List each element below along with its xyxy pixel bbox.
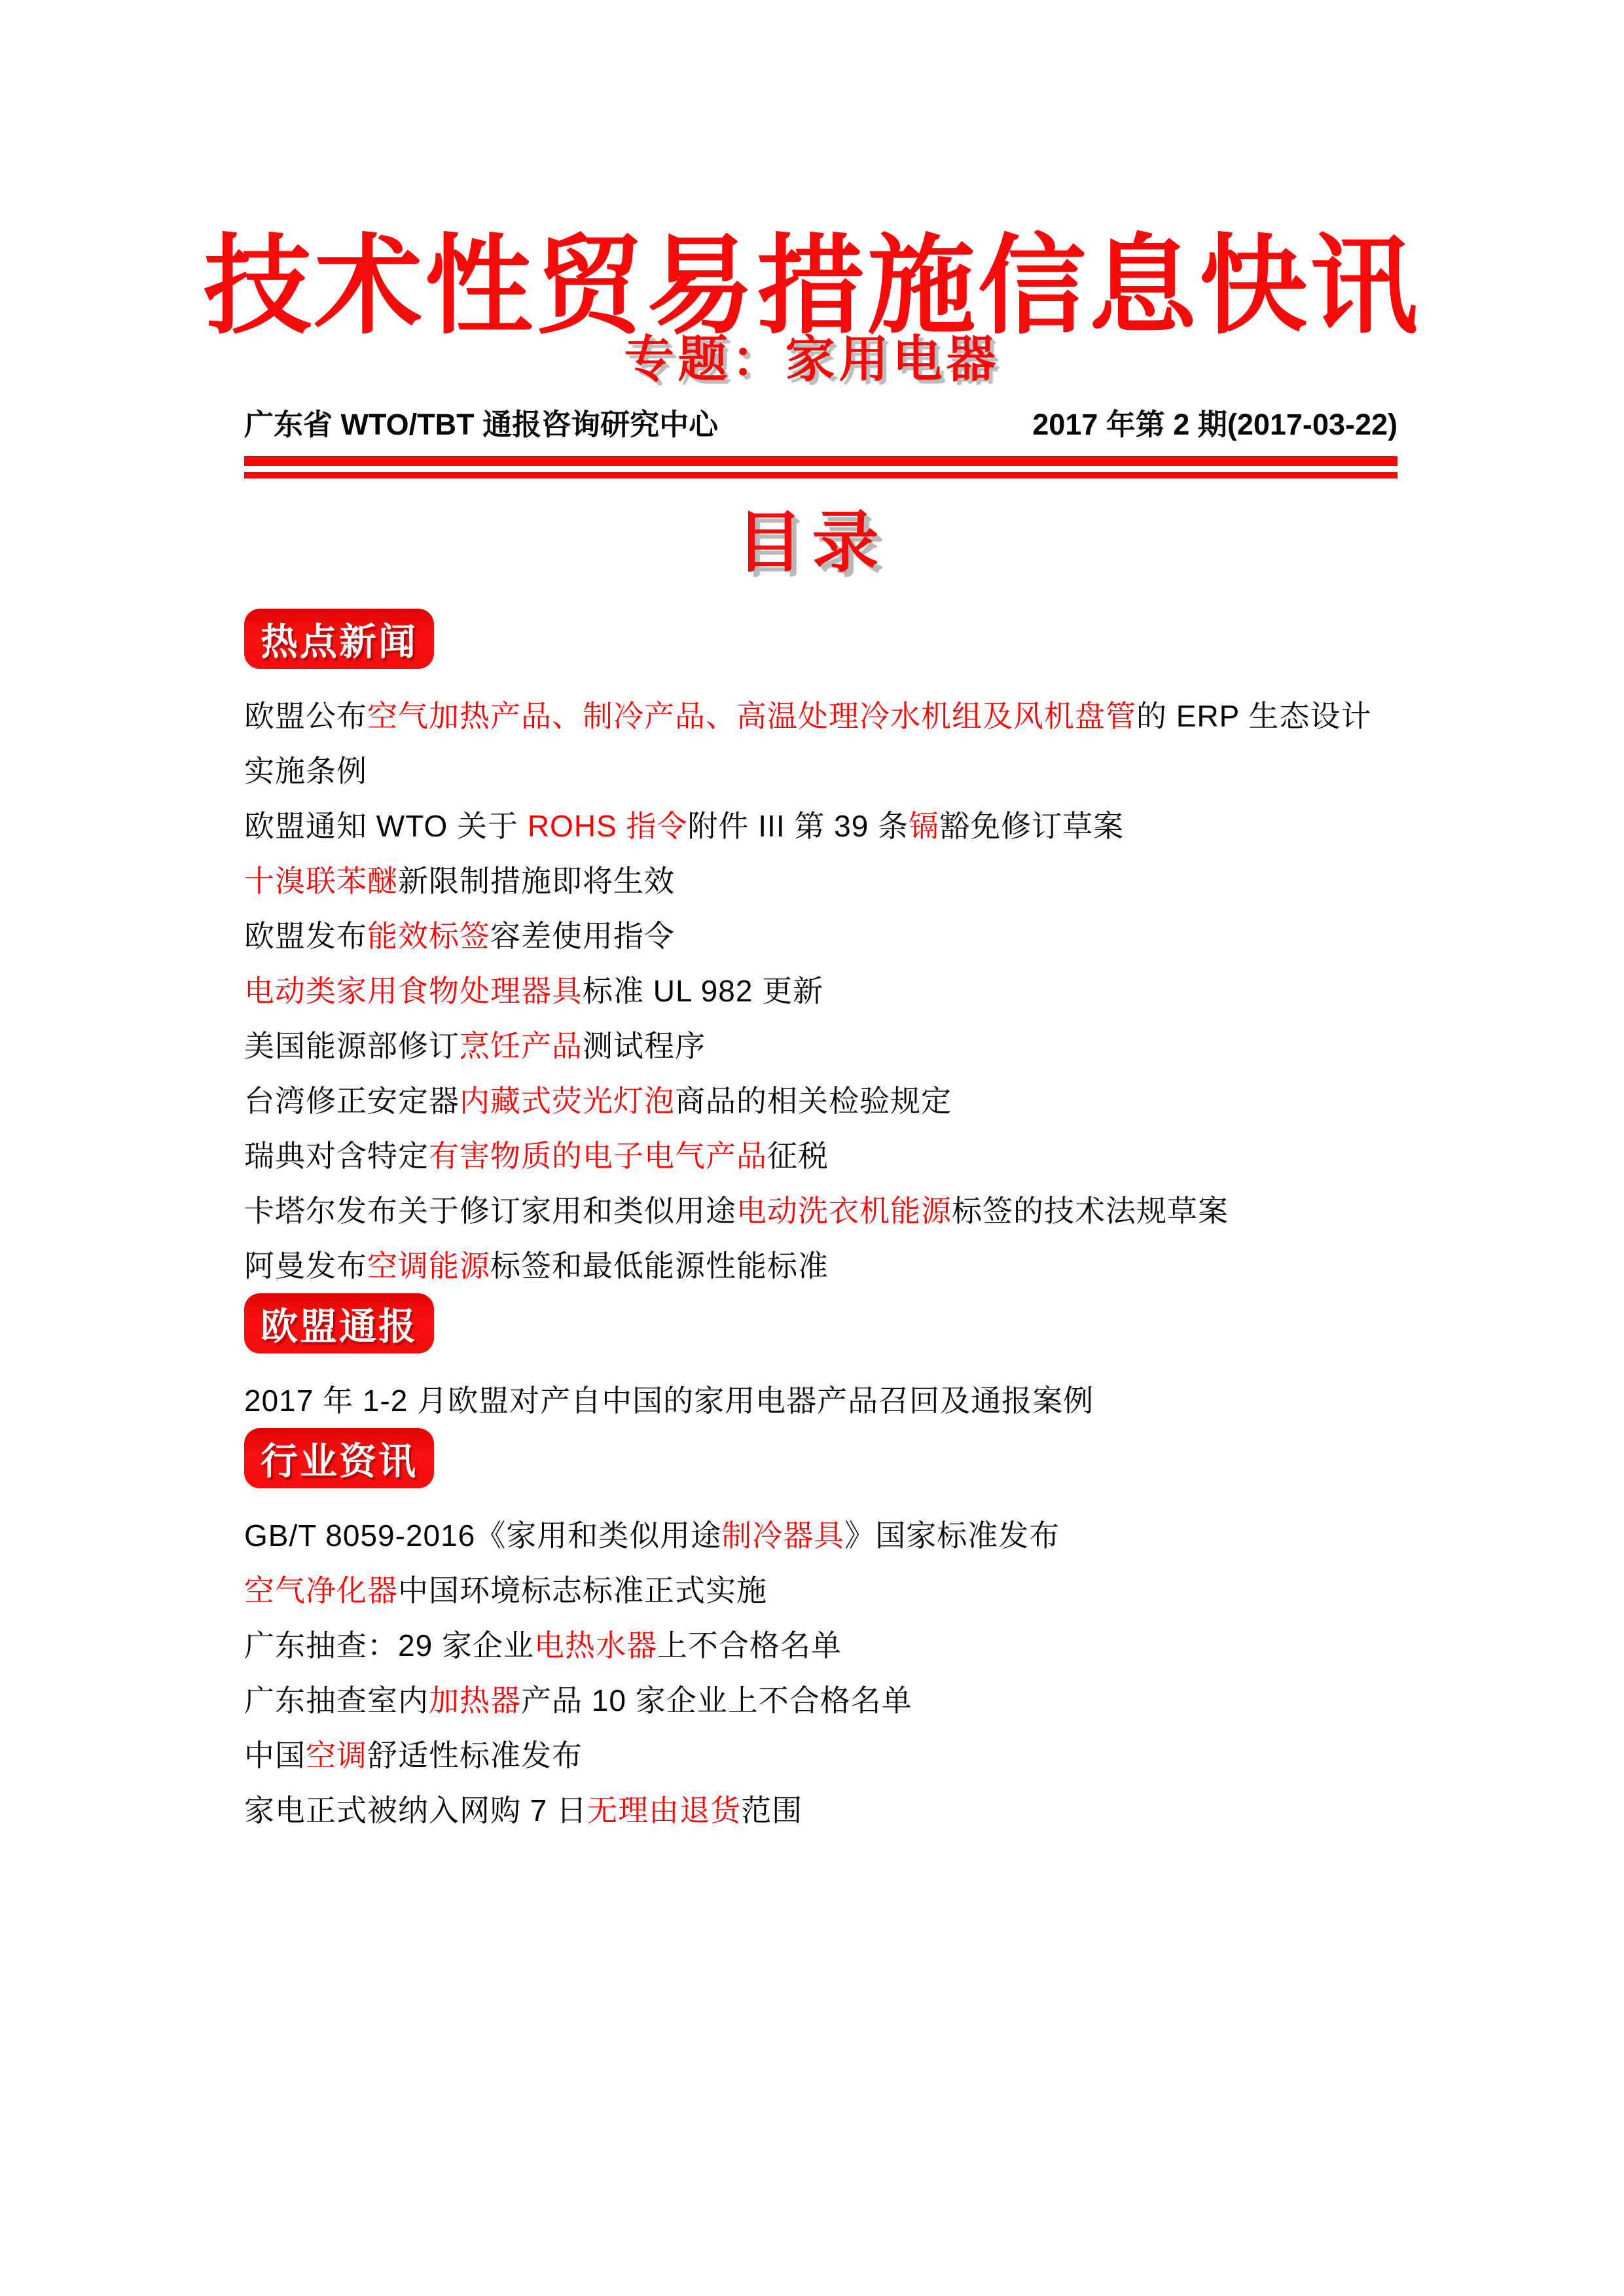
toc-item-segment: 阿曼发布: [244, 1249, 367, 1283]
toc-item-segment: 卡塔尔发布关于修订家用和类似用途: [244, 1194, 736, 1228]
toc-item-segment: 美国能源部修订: [244, 1029, 460, 1063]
divider-rule-thick: [244, 456, 1398, 466]
toc-sections: [244, 609, 1377, 1838]
toc-item-segment: 标签的技术法规草案: [952, 1194, 1229, 1228]
toc-item-segment: 标准 UL 982 更新: [583, 974, 824, 1008]
toc-item: [244, 1238, 1377, 1293]
masthead-row: [244, 401, 1398, 443]
toc-item-segment: 有害物质的电子电气产品: [429, 1139, 767, 1173]
toc-item-segment: 的 ERP 生态设计实施条例: [244, 699, 1372, 788]
toc-item-segment: 范围: [741, 1793, 803, 1827]
toc-item-segment: GB/T 8059-2016《家用和类似用途: [244, 1518, 722, 1552]
toc-item-segment: 广东抽查室内: [244, 1683, 429, 1717]
toc-item-segment: 征税: [767, 1139, 829, 1173]
toc-item-segment: 广东抽查：29 家企业: [244, 1628, 534, 1662]
toc-item-segment: 制冷器具: [721, 1518, 845, 1552]
toc-item: [244, 1018, 1377, 1073]
toc-item-segment: 产品 10 家企业上不合格名单: [521, 1683, 912, 1717]
toc-item-segment: 十溴联苯醚: [244, 864, 398, 898]
toc-item-segment: 无理由退货: [587, 1793, 742, 1827]
toc-item-segment: 空调: [306, 1738, 367, 1772]
publisher-name: 广东省 WTO/TBT 通报咨询研究中心: [244, 408, 719, 441]
toc-item-segment: 瑞典对含特定: [244, 1139, 429, 1173]
toc-item-segment: 测试程序: [583, 1029, 706, 1063]
toc-item-segment: 镉: [909, 809, 940, 843]
toc-item-segment: 新限制措施即将生效: [398, 864, 675, 898]
page-title: 技术性贸易措施信息快讯: [204, 226, 1420, 346]
toc-item: [244, 689, 1377, 798]
toc-item-segment: 烹饪产品: [460, 1029, 583, 1063]
toc-item-segment: 中国环境标志标准正式实施: [398, 1573, 767, 1607]
toc-item-segment: 欧盟通知 WTO 关于: [244, 809, 528, 843]
toc-item-segment: 欧盟公布: [244, 699, 367, 733]
toc-item-segment: 台湾修正安定器: [244, 1084, 460, 1118]
toc-item-segment: 加热器: [429, 1683, 521, 1717]
toc-item-segment: 欧盟发布: [244, 919, 367, 953]
toc-item: [244, 1728, 1377, 1783]
toc-item-segment: 标签和最低能源性能标准: [490, 1249, 829, 1283]
toc-item-segment: 电动洗衣机能源: [736, 1194, 952, 1228]
toc-item-segment: 上不合格名单: [657, 1628, 842, 1662]
toc-item: [244, 1373, 1377, 1428]
toc-item: [244, 1618, 1377, 1673]
toc-item-segment: 2017 年 1-2 月欧盟对产自中国的家用电器产品召回及通报案例: [244, 1384, 1094, 1418]
toc-item-segment: 能效标签: [367, 919, 490, 953]
toc-item-segment: 内藏式荧光灯泡: [460, 1084, 675, 1118]
section-badge-0: 热点新闻: [244, 609, 434, 669]
toc-item-segment: 中国: [244, 1738, 306, 1772]
toc-item: [244, 798, 1377, 853]
toc-item: [244, 1073, 1377, 1128]
toc-item-segment: 》国家标准发布: [844, 1518, 1060, 1552]
toc-item: [244, 1508, 1377, 1563]
toc-item-segment: ROHS 指令: [527, 809, 688, 843]
toc-title: 目录: [736, 507, 888, 581]
toc-item-segment: 电热水器: [533, 1628, 657, 1662]
toc-item-segment: 空气净化器: [244, 1573, 398, 1607]
toc-item-segment: 舒适性标准发布: [367, 1738, 583, 1772]
toc-item-segment: 电动类家用食物处理器具: [244, 974, 583, 1008]
page-subtitle: 专题：家用电器: [624, 332, 1000, 387]
toc-item-segment: 商品的相关检验规定: [675, 1084, 952, 1118]
toc-item: [244, 1128, 1377, 1183]
toc-item: [244, 1673, 1377, 1728]
toc-item: [244, 908, 1377, 963]
section-badge-2: 行业资讯: [244, 1428, 434, 1488]
divider-rule-thin: [244, 472, 1398, 478]
toc-item-segment: 容差使用指令: [490, 919, 675, 953]
toc-item-segment: 豁免修订草案: [939, 809, 1125, 843]
issue-info: 2017 年第 2 期(2017-03-22): [1032, 408, 1398, 441]
section-badge-1: 欧盟通报: [244, 1293, 434, 1354]
toc-item-segment: 空气加热产品、制冷产品、高温处理冷水机组及风机盘管: [367, 699, 1136, 733]
toc-item: [244, 1783, 1377, 1838]
toc-item-segment: 家电正式被纳入网购 7 日: [244, 1793, 588, 1827]
toc-item: [244, 963, 1377, 1018]
toc-item-segment: 附件 III 第 39 条: [687, 809, 909, 843]
toc-item: [244, 853, 1377, 908]
toc-item: [244, 1183, 1377, 1238]
toc-item-segment: 空调能源: [367, 1249, 490, 1283]
toc-item: [244, 1563, 1377, 1618]
